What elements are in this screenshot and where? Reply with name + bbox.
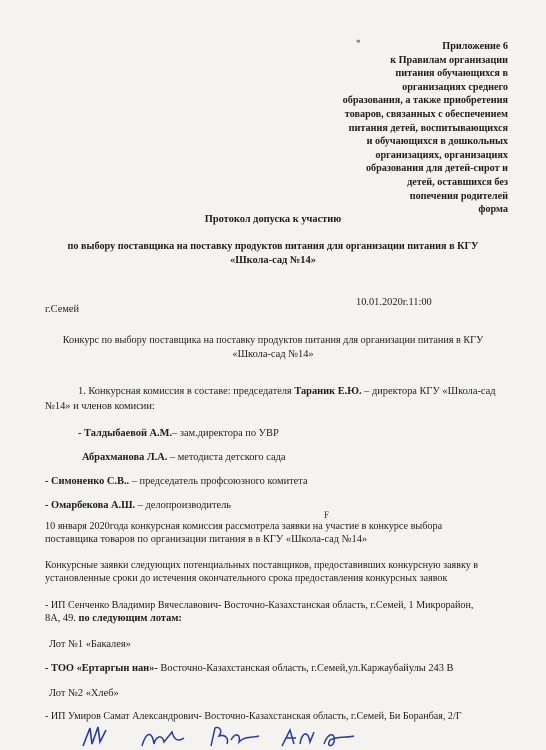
appendix-line: организациях, организациях: [375, 149, 508, 161]
applications-text: Конкурсные заявки следующих потенциальных поставщиков, предоставивших конкурсную заявку в: [45, 560, 479, 571]
lot-item: Лот №1 «Бакалея»: [49, 639, 131, 650]
chair-name: Тараник Е.Ю.: [294, 386, 362, 397]
appendix-line: попечения родителей: [409, 190, 508, 202]
intro-text-end: – директора КГУ «Школа-сад: [361, 386, 496, 397]
member-role: – председатель профсоюзного комитета: [129, 476, 308, 487]
member-name: - Талдыбаевой А.М.: [78, 428, 173, 439]
intro-text: 1. Конкурсная комиссия в составе: председателя: [78, 386, 295, 397]
signature: [278, 724, 318, 750]
signature: [80, 724, 120, 750]
member-name: - Омарбекова А.Ш.: [45, 500, 136, 511]
supplier-entry: - ИП Сенченко Владимир Вячеславович- Восточно-Казахстанская область, г.Семей, 1 Микрорайон,: [45, 600, 474, 611]
lots-label: по следующим лотам:: [78, 613, 182, 624]
appendix-line: Приложение 6: [442, 41, 508, 52]
member-role: – делопроизводитель: [135, 500, 232, 511]
supplier-name: - ТОО «Ертаргын нан»-: [45, 663, 158, 674]
member-row: [82, 451, 285, 464]
signature: [138, 726, 188, 750]
supplier-address: Восточно-Казахстанская область, г.Семей,ул.Каржаубайулы 243 В: [157, 663, 454, 674]
appendix-block: [308, 40, 508, 217]
contest-heading-school: «Школа-сад №14»: [232, 349, 314, 360]
member-role: – зам.директора по УВР: [172, 428, 279, 439]
lot-item: Лот №2 «Хлеб»: [49, 688, 119, 699]
applications-text-line2: установленные сроки до истечения окончательного срока предоставления конкурсных заявок: [45, 573, 448, 584]
commission-intro: [78, 385, 496, 398]
place: г.Семей: [45, 304, 80, 315]
appendix-line: организациях среднего: [402, 81, 508, 93]
appendix-line: образования, а также приобретения: [342, 95, 508, 107]
appendix-line: образования для детей-сирот и: [365, 163, 508, 175]
review-text-line2: поставщика товаров по организации питания в в КГУ «Школа-сад №14»: [45, 534, 368, 545]
appendix-line: форма: [478, 204, 508, 216]
ink-mark: *: [356, 38, 361, 48]
contest-heading: Конкурс по выбору поставщика на поставку продуктов питания для организации питания в КГУ: [62, 335, 484, 346]
appendix-line: к Правилам организации: [390, 54, 508, 66]
supplier-entry-line2: [45, 612, 182, 625]
protocol-subtitle-school: «Школа-сад №14»: [230, 255, 316, 266]
supplier-entry: [45, 662, 453, 675]
commission-intro-line2: №14» и членов комисии:: [45, 401, 155, 412]
appendix-line: питания детей, воспитывающихся: [348, 122, 508, 134]
datetime: 10.01.2020г.11:00: [356, 297, 432, 308]
review-text: 10 января 2020года конкурсная комиссия рассмотрела заявки на участие в конкурсе выбора: [45, 521, 443, 532]
member-row: [78, 427, 279, 440]
member-name: Абрахманова Л.А.: [82, 452, 168, 463]
protocol-title: Протокол допуска к участию: [204, 214, 342, 225]
protocol-subtitle: по выбору поставщика на поставку продуктов питания для организации питания в КГУ: [67, 241, 479, 252]
supplier-address: 8А, 49.: [45, 613, 79, 624]
member-role: – методиста детского сада: [167, 452, 286, 463]
appendix-line: питания обучающихся в: [395, 68, 508, 80]
member-row: [45, 475, 308, 488]
member-row: [45, 499, 231, 512]
member-name: - Симоненко С.В..: [45, 476, 130, 487]
ink-mark: F: [324, 510, 330, 520]
supplier-entry: - ИП Умиров Самат Александрович- Восточно-Казахстанская область, г.Семей, Би Боранбая, 2/Г: [45, 711, 462, 722]
signature: [205, 722, 265, 750]
appendix-line: товаров, связанных с обеспечением: [344, 108, 508, 120]
appendix-line: детей, оставшихся без: [407, 176, 508, 188]
appendix-line: и обучающихся в дошкольных: [366, 136, 508, 148]
signature: [320, 728, 360, 750]
